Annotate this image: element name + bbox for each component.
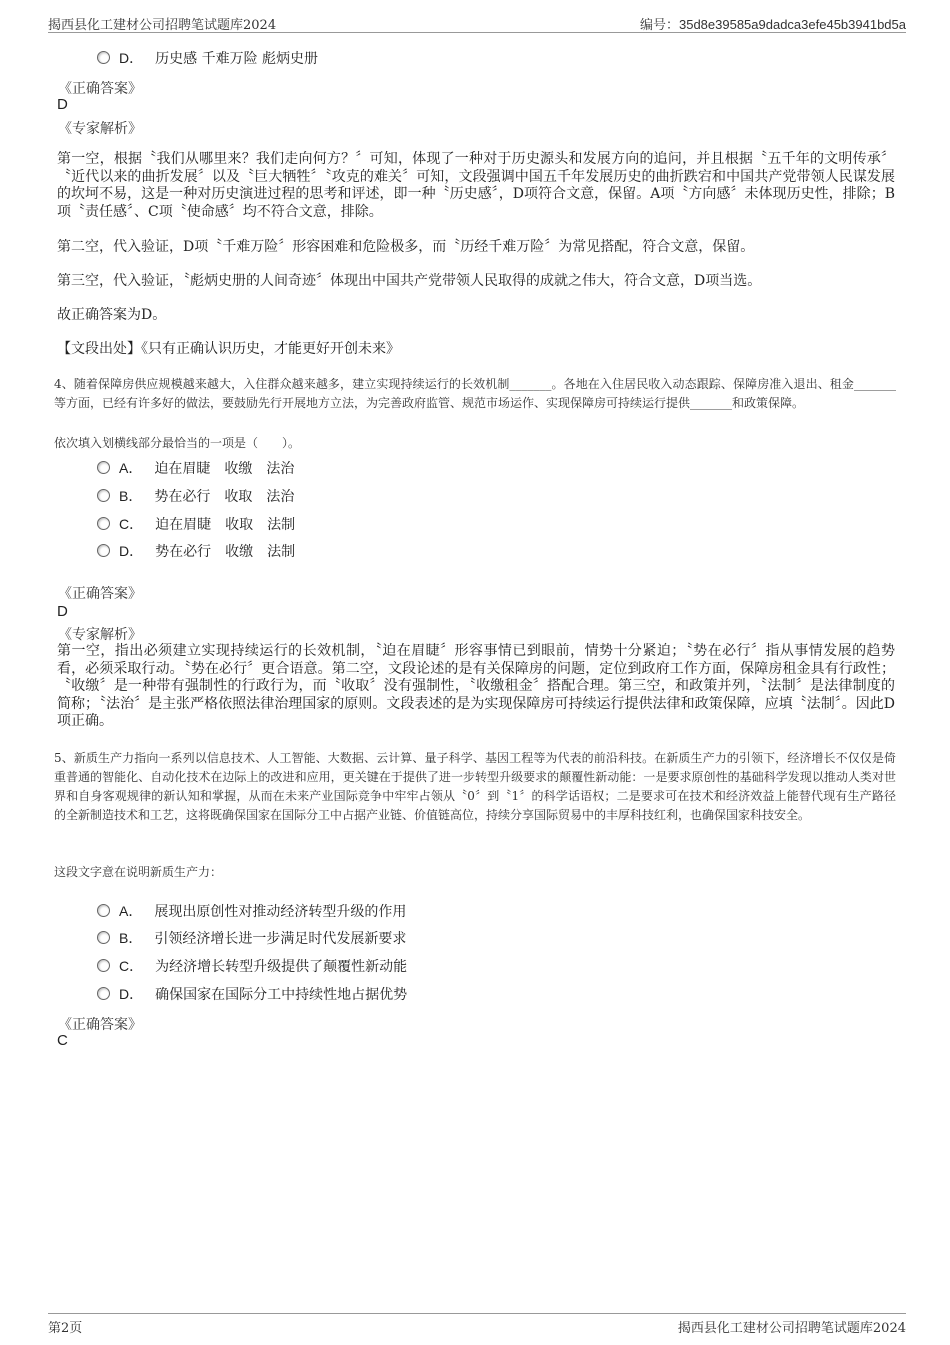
q3-analysis-label: 《专家解析》 [58, 121, 142, 137]
radio-icon[interactable] [97, 904, 110, 917]
q5-option-d[interactable]: D． 确保国家在国际分工中持续性地占据优势 [97, 984, 407, 1004]
radio-icon[interactable] [97, 461, 110, 474]
q5-answer-label: 《正确答案》 [58, 1017, 142, 1033]
q4-answer: D [57, 603, 68, 620]
q3-option-d[interactable]: D． 历史感 千难万险 彪炳史册 [97, 48, 318, 68]
q5-option-a[interactable]: A． 展现出原创性对推动经济转型升级的作用 [97, 901, 406, 921]
header-title: 揭西县化工建材公司招聘笔试题库2024 [48, 18, 277, 33]
q3-analysis-paragraph: 第三空，代入验证，〝彪炳史册的人间奇迹〞体现出中国共产党带领人民取得的成就之伟大，符合文意，D项当选。 [57, 273, 762, 289]
q5-answer: C [57, 1032, 68, 1049]
radio-icon[interactable] [97, 987, 110, 1000]
q4-analysis-label: 《专家解析》 [58, 627, 142, 643]
q3-answer: D [57, 96, 68, 113]
q5-stem: 5、新质生产力指向一系列以信息技术、人工智能、大数据、云计算、量子科学、基因工程等为代表的前沿科技。在新质生产力的引领下，经济增长不仅仅是倚重普通的智能化、自动化技术在边际上的改进和应用，更关键在于提供了进一步转型升级要求的颠覆性新动能：一是要求原创性的基础科学发现以推动人类对世界和自身客观规律的新认知和掌握，从而在未来产业国际竞争中牢牢占领从〝0〞到〝1〞的科学话语权；二是要求可在技术和经济效益上能替代现有生产路径的全新制造技术和工艺，这将既确保国家在国际分工中占据产业链、价值链高位，持续分享国际贸易中的丰厚科技红利，也确保国家科技安全。 [54, 751, 896, 822]
q5-option-c[interactable]: C． 为经济增长转型升级提供了颠覆性新动能 [97, 956, 407, 976]
document-code: 编号：35d8e39585a9dadca3efe45b3941bd5a [639, 17, 906, 32]
q3-answer-label: 《正确答案》 [58, 81, 142, 97]
q5-prompt: 这段文字意在说明新质生产力： [54, 865, 223, 879]
q4-prompt: 依次填入划横线部分最恰当的一项是（ ）。 [54, 436, 301, 450]
q4-answer-label: 《正确答案》 [58, 586, 142, 602]
page-number: 第2页 [48, 1321, 83, 1336]
page-footer [48, 1313, 906, 1337]
q3-conclusion: 故正确答案为D。 [57, 307, 167, 323]
q3-analysis-paragraph: 第一空，根据〝我们从哪里来？我们走向何方？〞可知，体现了一种对于历史源头和发展方向的追问，并且根据〝五千年的文明传承〞〝近代以来的曲折发展〞以及〝巨大牺牲〞〝攻克的难关〞可知，文段强调中国五千年发展历史的曲折跌宕和中国共产党带领人民谋发展的坎坷不易，这是一种对历史演进过程的思考和评述，即一种〝历史感〞，D项符合文意，保留。A项〝方向感〞未体现历史性，排除；B项〝责任感〞、C项〝使命感〞均不符合文意，排除。 [57, 151, 895, 220]
q5-option-b[interactable]: B． 引领经济增长进一步满足时代发展新要求 [97, 928, 406, 948]
radio-icon[interactable] [97, 517, 110, 530]
radio-icon[interactable] [97, 51, 110, 64]
radio-icon[interactable] [97, 544, 110, 557]
q4-analysis: 第一空，指出必须建立实现持续运行的长效机制，〝迫在眉睫〞形容事情已到眼前，情势十分紧迫；〝势在必行〞指从事情发展的趋势看，必须采取行动。〝势在必行〞更合语意。第二空，文段论述的是有关保障房的问题，定位到政府工作方面，保障房租金具有行政性；〝收缴〞是一种带有强制性的行政行为，而〝收取〞没有强制性，〝收缴租金〞搭配合理。第三空，和政策并列，〝法制〞是法律制度的简称；〝法治〞是主张严格依照法律治理国家的原则。文段表述的是为实现保障房可持续运行提供法律和政策保障，应填〝法制〞。因此D项正确。 [57, 643, 895, 729]
q3-source: 【文段出处】《只有正确认识历史，才能更好开创未来》 [57, 341, 400, 357]
footer-title: 揭西县化工建材公司招聘笔试题库2024 [677, 1321, 906, 1336]
q4-option-d[interactable]: D． 势在必行 收缴 法制 [97, 541, 295, 561]
q4-option-a[interactable]: A． 迫在眉睫 收缴 法治 [97, 458, 294, 478]
q3-analysis-paragraph: 第二空，代入验证，D项〝千难万险〞形容困难和危险极多，而〝历经千难万险〞为常见搭配，符合文意，保留。 [57, 239, 755, 255]
q4-option-c[interactable]: C． 迫在眉睫 收取 法制 [97, 514, 295, 534]
radio-icon[interactable] [97, 931, 110, 944]
page-header [48, 14, 906, 33]
q4-stem: 4、随着保障房供应规模越来越大，入住群众越来越多，建立实现持续运行的长效机制_______。各地在入住居民收入动态跟踪、保障房准入退出、租金_______等方面，已经有许多好的做法，要鼓励先行开展地方立法，为完善政府监管、规范市场运作、实现保障房可持续运行提供_______和政策保障。 [54, 377, 896, 410]
radio-icon[interactable] [97, 489, 110, 502]
radio-icon[interactable] [97, 959, 110, 972]
q4-option-b[interactable]: B． 势在必行 收取 法治 [97, 486, 294, 506]
